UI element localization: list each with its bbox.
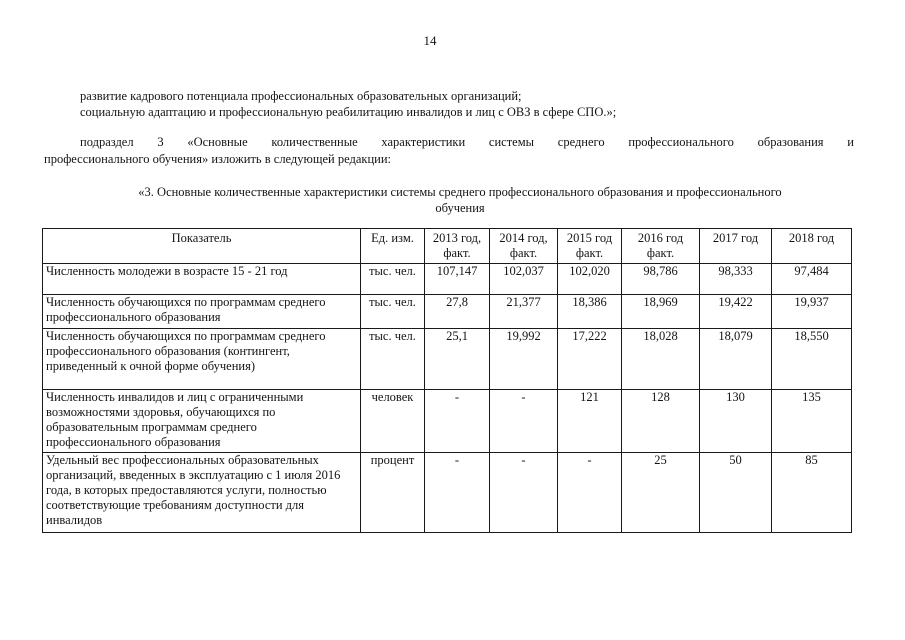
row-unit: человек — [361, 390, 425, 453]
column-header-indicator: Показатель — [43, 229, 361, 264]
subsection-instruction-line1 — [44, 134, 854, 151]
column-header-2017: 2017 год — [700, 229, 772, 264]
cell-2015: 17,222 — [558, 329, 622, 390]
page-number: 14 — [423, 33, 437, 48]
column-header-2015: 2015 год факт. — [558, 229, 622, 264]
cell-2016: 98,786 — [622, 264, 700, 295]
row-unit: процент — [361, 453, 425, 533]
row-unit: тыс. чел. — [361, 264, 425, 295]
paragraph-staff-development: развитие кадрового потенциала профессиональных образовательных организаций; — [80, 89, 522, 103]
cell-2017: 18,079 — [700, 329, 772, 390]
cell-2018: 135 — [772, 390, 852, 453]
column-header-unit: Ед. изм. — [361, 229, 425, 264]
subsection-word: подраздел — [80, 135, 134, 149]
row-label: Численность обучающихся по программам среднего профессионального образования (контингент, приведенный к очной форме обучения) — [43, 329, 361, 390]
section-title-line2: обучения — [435, 201, 485, 215]
row-label: Удельный вес профессиональных образовательных организаций, введенных в эксплуатацию с 1 июля 2016 года, в которых предоставляются услуги, полностью соответствующие требованиям доступности для инвалидов — [43, 453, 361, 533]
cell-2016: 18,969 — [622, 295, 700, 329]
cell-2015: 121 — [558, 390, 622, 453]
cell-2018: 18,550 — [772, 329, 852, 390]
row-label: Численность молодежи в возрасте 15 - 21 год — [43, 264, 361, 295]
cell-2014: 21,377 — [490, 295, 558, 329]
indicators-table — [42, 228, 852, 533]
cell-2014: - — [490, 453, 558, 533]
cell-2017: 130 — [700, 390, 772, 453]
subsection-word: системы — [488, 135, 535, 149]
column-header-2013: 2013 год, факт. — [425, 229, 490, 264]
cell-2013: - — [425, 390, 490, 453]
cell-2017: 19,422 — [700, 295, 772, 329]
row-label: Численность инвалидов и лиц с ограниченными возможностями здоровья, обучающихся по образовательным программам среднего профессионального образования — [43, 390, 361, 453]
subsection-word: профессионального — [628, 135, 734, 149]
subsection-word: и — [847, 135, 854, 149]
cell-2016: 18,028 — [622, 329, 700, 390]
subsection-word: количественные — [271, 135, 358, 149]
subsection-instruction — [44, 134, 854, 168]
table-row — [43, 264, 852, 295]
cell-2016: 25 — [622, 453, 700, 533]
table-header-row — [43, 229, 852, 264]
cell-2015: - — [558, 453, 622, 533]
table-row — [43, 329, 852, 390]
row-label: Численность обучающихся по программам среднего профессионального образования — [43, 295, 361, 329]
table-row — [43, 390, 852, 453]
cell-2013: 25,1 — [425, 329, 490, 390]
cell-2018: 85 — [772, 453, 852, 533]
cell-2017: 98,333 — [700, 264, 772, 295]
cell-2018: 97,484 — [772, 264, 852, 295]
row-unit: тыс. чел. — [361, 329, 425, 390]
cell-2015: 18,386 — [558, 295, 622, 329]
cell-2014: 102,037 — [490, 264, 558, 295]
cell-2013: 27,8 — [425, 295, 490, 329]
cell-2017: 50 — [700, 453, 772, 533]
section-title-line1: «3. Основные количественные характеристики системы среднего профессионального образования и профессионального — [138, 185, 782, 199]
cell-2013: - — [425, 453, 490, 533]
cell-2018: 19,937 — [772, 295, 852, 329]
row-unit: тыс. чел. — [361, 295, 425, 329]
cell-2014: - — [490, 390, 558, 453]
paragraph-social-adaptation: социальную адаптацию и профессиональную реабилитацию инвалидов и лиц с ОВЗ в сфере СПО.»; — [80, 105, 617, 119]
cell-2016: 128 — [622, 390, 700, 453]
subsection-word: 3 — [157, 135, 164, 149]
table-row — [43, 453, 852, 533]
column-header-2018: 2018 год — [772, 229, 852, 264]
table-row — [43, 295, 852, 329]
subsection-instruction-line2: профессионального обучения» изложить в следующей редакции: — [44, 152, 392, 166]
cell-2014: 19,992 — [490, 329, 558, 390]
subsection-word: «Основные — [187, 135, 248, 149]
cell-2013: 107,147 — [425, 264, 490, 295]
subsection-word: характеристики — [381, 135, 466, 149]
column-header-2014: 2014 год, факт. — [490, 229, 558, 264]
column-header-2016: 2016 год факт. — [622, 229, 700, 264]
section-title — [90, 184, 830, 216]
cell-2015: 102,020 — [558, 264, 622, 295]
subsection-word: среднего — [557, 135, 605, 149]
subsection-word: образования — [757, 135, 824, 149]
